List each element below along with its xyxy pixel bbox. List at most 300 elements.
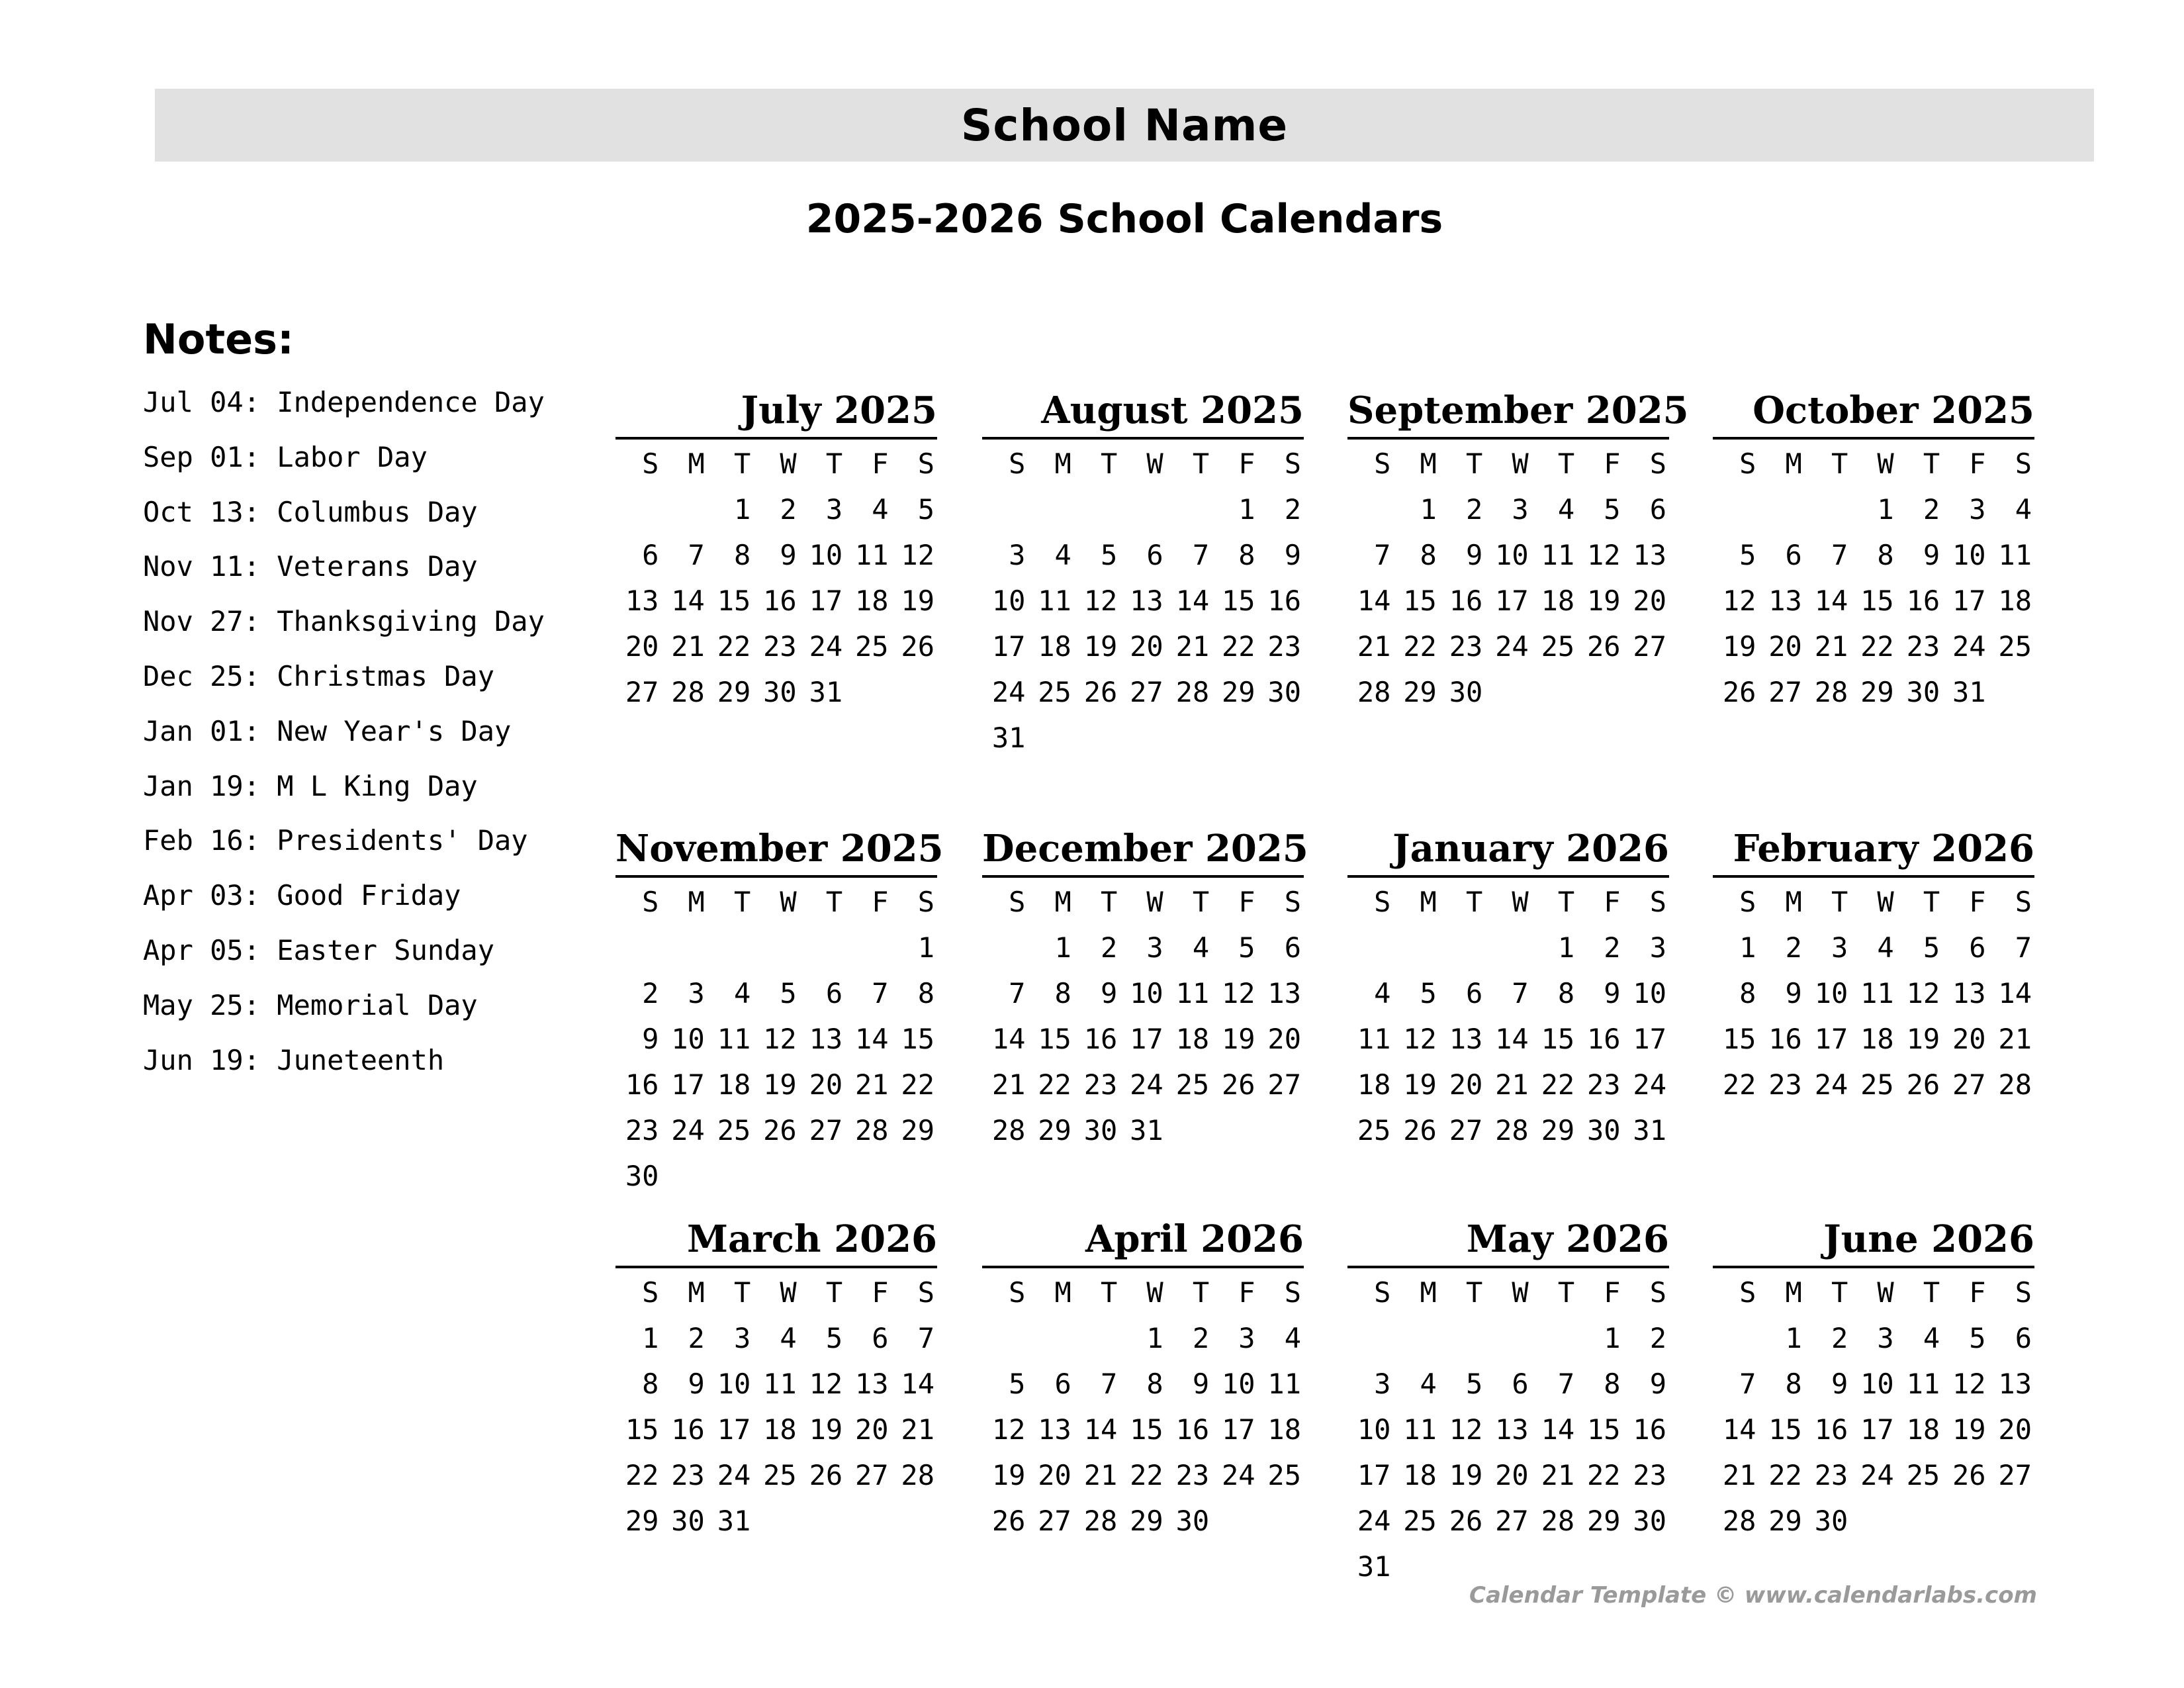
weekday-label: F xyxy=(1969,886,1986,918)
week-row xyxy=(1713,1355,2034,1401)
day-cell: 21 xyxy=(1541,1459,1575,1491)
weekday-label: F xyxy=(1238,886,1255,918)
day-cell: 10 xyxy=(1357,1413,1391,1446)
day-cell: 20 xyxy=(809,1068,843,1101)
weekday-header-row xyxy=(982,1268,1304,1309)
day-cell: 20 xyxy=(1130,630,1163,663)
day-cell: 2 xyxy=(642,977,659,1009)
weekday-label: T xyxy=(1192,886,1210,918)
day-cell: 28 xyxy=(1083,1505,1118,1537)
day-cell: 29 xyxy=(1586,1505,1621,1537)
day-cell: 20 xyxy=(625,630,659,663)
weekday-label: F xyxy=(1238,447,1255,480)
day-cell: 9 xyxy=(1604,977,1621,1009)
month-title: September 2025 xyxy=(1347,389,1689,432)
day-cell: 21 xyxy=(1083,1459,1118,1491)
day-cell: 31 xyxy=(1130,1114,1163,1147)
day-cell: 31 xyxy=(717,1505,751,1537)
day-cell: 10 xyxy=(1952,539,1986,571)
weekday-label: M xyxy=(1054,1276,1071,1309)
weekday-label: S xyxy=(1009,447,1026,480)
day-cell: 15 xyxy=(1586,1413,1621,1446)
day-cell: 1 xyxy=(1785,1322,1802,1354)
day-cell: 24 xyxy=(717,1459,751,1491)
day-cell: 26 xyxy=(809,1459,843,1491)
day-cell: 23 xyxy=(1449,630,1483,663)
day-cell: 27 xyxy=(1130,676,1163,708)
day-cell: 28 xyxy=(1175,676,1210,708)
weekday-label: S xyxy=(1009,1276,1026,1309)
day-cell: 12 xyxy=(1906,977,1940,1009)
week-row xyxy=(615,919,937,964)
day-cell: 30 xyxy=(763,676,797,708)
note-item: Apr 05: Easter Sunday xyxy=(143,933,495,966)
day-cell: 15 xyxy=(901,1023,934,1055)
week-row xyxy=(615,481,937,526)
day-cell: 31 xyxy=(809,676,843,708)
day-cell: 8 xyxy=(1146,1368,1163,1400)
weekday-label: S xyxy=(1649,447,1666,480)
weekday-label: T xyxy=(1100,886,1118,918)
day-cell: 22 xyxy=(1541,1068,1575,1101)
day-cell: 28 xyxy=(854,1114,889,1147)
weekday-header-row xyxy=(982,440,1304,481)
weekday-label: T xyxy=(733,886,751,918)
day-cell: 25 xyxy=(1403,1505,1437,1537)
note-item: Dec 25: Christmas Day xyxy=(143,659,495,692)
weekday-label: M xyxy=(1054,447,1071,480)
day-cell: 30 xyxy=(671,1505,705,1537)
day-cell: 23 xyxy=(1083,1068,1118,1101)
day-cell: 5 xyxy=(1604,493,1621,526)
day-cell: 26 xyxy=(1952,1459,1986,1491)
weekday-label: W xyxy=(1877,447,1894,480)
day-cell: 4 xyxy=(1877,931,1894,964)
day-cell: 12 xyxy=(1403,1023,1437,1055)
day-cell: 2 xyxy=(1831,1322,1848,1354)
day-cell: 13 xyxy=(1267,977,1301,1009)
week-row xyxy=(1347,1538,1669,1583)
weekday-label: F xyxy=(1604,886,1621,918)
day-cell: 8 xyxy=(1877,539,1894,571)
day-cell: 18 xyxy=(1998,585,2032,617)
day-cell: 1 xyxy=(1557,931,1575,964)
day-cell: 30 xyxy=(1267,676,1301,708)
day-cell: 13 xyxy=(809,1023,843,1055)
day-cell: 5 xyxy=(1923,931,1940,964)
day-cell: 15 xyxy=(1130,1413,1163,1446)
day-cell: 23 xyxy=(1814,1459,1848,1491)
month-title: December 2025 xyxy=(982,827,1308,870)
day-cell: 25 xyxy=(717,1114,751,1147)
day-cell: 21 xyxy=(1722,1459,1756,1491)
day-cell: 16 xyxy=(1267,585,1301,617)
weekday-header-row xyxy=(1347,1268,1669,1309)
day-cell: 9 xyxy=(688,1368,705,1400)
day-cell: 24 xyxy=(1633,1068,1666,1101)
day-cell: 5 xyxy=(1465,1368,1483,1400)
month-title: May 2026 xyxy=(1466,1217,1669,1261)
day-cell: 13 xyxy=(854,1368,889,1400)
day-cell: 29 xyxy=(717,676,751,708)
day-cell: 14 xyxy=(671,585,705,617)
week-row xyxy=(615,1102,937,1147)
week-row xyxy=(1347,1355,1669,1401)
day-cell: 17 xyxy=(1130,1023,1163,1055)
day-cell: 21 xyxy=(1357,630,1391,663)
day-cell: 25 xyxy=(1998,630,2032,663)
day-cell: 21 xyxy=(1495,1068,1529,1101)
month-calendar xyxy=(1713,385,2034,709)
day-cell: 10 xyxy=(991,585,1026,617)
day-cell: 21 xyxy=(854,1068,889,1101)
weekday-label: M xyxy=(688,447,705,480)
day-cell: 27 xyxy=(1633,630,1666,663)
weekday-header-row xyxy=(615,1268,937,1309)
day-cell: 26 xyxy=(991,1505,1026,1537)
note-item: Jun 19: Juneteenth xyxy=(143,1043,445,1076)
day-cell: 13 xyxy=(1130,585,1163,617)
day-cell: 7 xyxy=(917,1322,934,1354)
day-cell: 25 xyxy=(1267,1459,1301,1491)
weekday-label: W xyxy=(1877,1276,1894,1309)
day-cell: 18 xyxy=(1403,1459,1437,1491)
day-cell: 11 xyxy=(1541,539,1575,571)
day-cell: 30 xyxy=(1083,1114,1118,1147)
week-row xyxy=(615,1010,937,1056)
day-cell: 28 xyxy=(1495,1114,1529,1147)
day-cell: 3 xyxy=(1831,931,1848,964)
weekday-label: T xyxy=(1923,1276,1940,1309)
day-cell: 19 xyxy=(1083,630,1118,663)
day-cell: 24 xyxy=(1495,630,1529,663)
weekday-label: M xyxy=(1785,1276,1802,1309)
note-item: Apr 03: Good Friday xyxy=(143,879,461,912)
day-cell: 9 xyxy=(780,539,797,571)
day-cell: 9 xyxy=(1100,977,1118,1009)
month-title: June 2026 xyxy=(1823,1217,2034,1261)
day-cell: 9 xyxy=(1785,977,1802,1009)
day-cell: 8 xyxy=(1054,977,1071,1009)
day-cell: 7 xyxy=(1374,539,1391,571)
week-row xyxy=(1713,572,2034,618)
day-cell: 16 xyxy=(1175,1413,1210,1446)
day-cell: 30 xyxy=(625,1160,659,1192)
weekday-label: W xyxy=(1512,447,1529,480)
week-row xyxy=(1347,526,1669,572)
day-cell: 9 xyxy=(1465,539,1483,571)
month-calendar xyxy=(1347,1214,1669,1583)
day-cell: 18 xyxy=(717,1068,751,1101)
day-cell: 14 xyxy=(1357,585,1391,617)
day-cell: 12 xyxy=(1449,1413,1483,1446)
week-row xyxy=(982,1056,1304,1102)
weekday-label: M xyxy=(1420,1276,1437,1309)
day-cell: 22 xyxy=(1586,1459,1621,1491)
day-cell: 19 xyxy=(1952,1413,1986,1446)
week-row xyxy=(1347,1401,1669,1446)
day-cell: 20 xyxy=(1768,630,1802,663)
month-calendar xyxy=(615,823,944,1193)
day-cell: 12 xyxy=(809,1368,843,1400)
day-cell: 11 xyxy=(763,1368,797,1400)
day-cell: 26 xyxy=(1449,1505,1483,1537)
day-cell: 26 xyxy=(901,630,934,663)
day-cell: 29 xyxy=(1768,1505,1802,1537)
week-row xyxy=(1347,1492,1669,1538)
week-row xyxy=(1713,1056,2034,1102)
weekday-label: S xyxy=(642,447,659,480)
weekday-label: W xyxy=(780,447,797,480)
week-row xyxy=(982,481,1304,526)
weekday-label: S xyxy=(1374,1276,1391,1309)
weekday-label: S xyxy=(642,1276,659,1309)
week-row xyxy=(1713,663,2034,709)
weekday-label: W xyxy=(780,886,797,918)
weekday-label: W xyxy=(1877,886,1894,918)
day-cell: 29 xyxy=(1541,1114,1575,1147)
week-row xyxy=(982,1492,1304,1538)
weekday-label: M xyxy=(688,886,705,918)
week-row xyxy=(615,663,937,709)
day-cell: 2 xyxy=(1604,931,1621,964)
month-calendar xyxy=(982,385,1304,755)
day-cell: 14 xyxy=(854,1023,889,1055)
day-cell: 1 xyxy=(1877,493,1894,526)
day-cell: 2 xyxy=(1100,931,1118,964)
month-title: November 2025 xyxy=(615,827,944,870)
day-cell: 26 xyxy=(1722,676,1756,708)
day-cell: 22 xyxy=(625,1459,659,1491)
week-row xyxy=(615,1147,937,1193)
day-cell: 20 xyxy=(1633,585,1666,617)
day-cell: 1 xyxy=(1146,1322,1163,1354)
month-title: April 2026 xyxy=(1085,1217,1304,1261)
day-cell: 27 xyxy=(625,676,659,708)
day-cell: 23 xyxy=(763,630,797,663)
week-row xyxy=(1713,919,2034,964)
weekday-label: T xyxy=(825,1276,843,1309)
day-cell: 24 xyxy=(809,630,843,663)
week-row xyxy=(615,1056,937,1102)
day-cell: 17 xyxy=(1633,1023,1666,1055)
day-cell: 13 xyxy=(1495,1413,1529,1446)
day-cell: 8 xyxy=(733,539,751,571)
day-cell: 22 xyxy=(717,630,751,663)
day-cell: 23 xyxy=(625,1114,659,1147)
day-cell: 29 xyxy=(1221,676,1255,708)
weekday-label: S xyxy=(917,886,934,918)
day-cell: 24 xyxy=(1357,1505,1391,1537)
day-cell: 7 xyxy=(1739,1368,1756,1400)
day-cell: 22 xyxy=(1038,1068,1071,1101)
week-row xyxy=(982,1355,1304,1401)
day-cell: 16 xyxy=(1083,1023,1118,1055)
day-cell: 18 xyxy=(854,585,889,617)
week-row xyxy=(615,618,937,663)
day-cell: 14 xyxy=(1175,585,1210,617)
week-row xyxy=(615,964,937,1010)
day-cell: 3 xyxy=(1512,493,1529,526)
week-row xyxy=(615,1309,937,1355)
day-cell: 10 xyxy=(1860,1368,1894,1400)
weekday-label: M xyxy=(688,1276,705,1309)
week-row xyxy=(982,1010,1304,1056)
weekday-label: F xyxy=(872,886,889,918)
day-cell: 10 xyxy=(717,1368,751,1400)
day-cell: 15 xyxy=(1541,1023,1575,1055)
month-calendar xyxy=(982,823,1308,1147)
day-cell: 19 xyxy=(1449,1459,1483,1491)
week-row xyxy=(982,1102,1304,1147)
weekday-header-row xyxy=(982,878,1304,919)
month-calendar xyxy=(1347,823,1669,1147)
day-cell: 8 xyxy=(1785,1368,1802,1400)
day-cell: 15 xyxy=(1221,585,1255,617)
month-calendar xyxy=(615,385,937,709)
week-row xyxy=(982,964,1304,1010)
day-cell: 8 xyxy=(1739,977,1756,1009)
weekday-header-row xyxy=(1347,440,1669,481)
day-cell: 11 xyxy=(717,1023,751,1055)
day-cell: 7 xyxy=(1831,539,1848,571)
day-cell: 25 xyxy=(1038,676,1071,708)
day-cell: 8 xyxy=(1557,977,1575,1009)
day-cell: 8 xyxy=(1604,1368,1621,1400)
weekday-label: F xyxy=(1969,447,1986,480)
day-cell: 6 xyxy=(1785,539,1802,571)
day-cell: 24 xyxy=(1860,1459,1894,1491)
day-cell: 1 xyxy=(733,493,751,526)
day-cell: 27 xyxy=(1952,1068,1986,1101)
day-cell: 12 xyxy=(1083,585,1118,617)
day-cell: 3 xyxy=(733,1322,751,1354)
day-cell: 1 xyxy=(1420,493,1437,526)
weekday-label: T xyxy=(825,447,843,480)
month-title: October 2025 xyxy=(1752,389,2034,432)
school-name: School Name xyxy=(960,99,1289,151)
weekday-label: W xyxy=(1146,1276,1163,1309)
day-cell: 14 xyxy=(1998,977,2032,1009)
day-cell: 17 xyxy=(717,1413,751,1446)
day-cell: 11 xyxy=(854,539,889,571)
day-cell: 7 xyxy=(1009,977,1026,1009)
day-cell: 9 xyxy=(1192,1368,1210,1400)
week-row xyxy=(1347,663,1669,709)
day-cell: 23 xyxy=(1633,1459,1666,1491)
week-row xyxy=(1347,1010,1669,1056)
weekday-label: T xyxy=(1557,447,1575,480)
weekday-label: T xyxy=(1831,1276,1848,1309)
day-cell: 29 xyxy=(625,1505,659,1537)
day-cell: 22 xyxy=(901,1068,934,1101)
day-cell: 17 xyxy=(1357,1459,1391,1491)
day-cell: 1 xyxy=(642,1322,659,1354)
day-cell: 22 xyxy=(1768,1459,1802,1491)
day-cell: 5 xyxy=(1969,1322,1986,1354)
day-cell: 24 xyxy=(1814,1068,1848,1101)
day-cell: 4 xyxy=(2015,493,2032,526)
day-cell: 14 xyxy=(1495,1023,1529,1055)
day-cell: 5 xyxy=(825,1322,843,1354)
month-title: February 2026 xyxy=(1733,827,2034,870)
day-cell: 27 xyxy=(1449,1114,1483,1147)
day-cell: 15 xyxy=(625,1413,659,1446)
weekday-label: T xyxy=(1100,1276,1118,1309)
day-cell: 18 xyxy=(1541,585,1575,617)
day-cell: 2 xyxy=(1284,493,1301,526)
weekday-label: M xyxy=(1420,447,1437,480)
day-cell: 11 xyxy=(1403,1413,1437,1446)
weekday-label: T xyxy=(1465,447,1483,480)
weekday-label: F xyxy=(872,447,889,480)
day-cell: 18 xyxy=(1175,1023,1210,1055)
day-cell: 29 xyxy=(1130,1505,1163,1537)
day-cell: 23 xyxy=(1768,1068,1802,1101)
day-cell: 19 xyxy=(763,1068,797,1101)
day-cell: 13 xyxy=(1952,977,1986,1009)
day-cell: 17 xyxy=(1495,585,1529,617)
weekday-header-row xyxy=(1347,878,1669,919)
weekday-label: S xyxy=(1009,886,1026,918)
day-cell: 21 xyxy=(991,1068,1026,1101)
day-cell: 1 xyxy=(1739,931,1756,964)
day-cell: 4 xyxy=(1284,1322,1301,1354)
day-cell: 2 xyxy=(1192,1322,1210,1354)
month-calendar xyxy=(982,1214,1304,1538)
weekday-label: W xyxy=(1146,886,1163,918)
day-cell: 1 xyxy=(1604,1322,1621,1354)
footer-credit: Calendar Template © www.calendarlabs.com xyxy=(1469,1582,2037,1609)
weekday-label: M xyxy=(1054,886,1071,918)
day-cell: 28 xyxy=(1814,676,1848,708)
day-cell: 8 xyxy=(1238,539,1255,571)
weekday-label: T xyxy=(1831,886,1848,918)
day-cell: 6 xyxy=(825,977,843,1009)
weekday-label: S xyxy=(1284,447,1301,480)
day-cell: 22 xyxy=(1403,630,1437,663)
day-cell: 16 xyxy=(1814,1413,1848,1446)
week-row xyxy=(1713,1492,2034,1538)
day-cell: 4 xyxy=(872,493,889,526)
day-cell: 16 xyxy=(671,1413,705,1446)
day-cell: 15 xyxy=(1860,585,1894,617)
day-cell: 16 xyxy=(625,1068,659,1101)
day-cell: 17 xyxy=(809,585,843,617)
week-row xyxy=(982,919,1304,964)
weekday-header-row xyxy=(1713,1268,2034,1309)
weekday-label: T xyxy=(1465,886,1483,918)
day-cell: 10 xyxy=(671,1023,705,1055)
day-cell: 17 xyxy=(1952,585,1986,617)
day-cell: 5 xyxy=(917,493,934,526)
day-cell: 19 xyxy=(1586,585,1621,617)
day-cell: 23 xyxy=(1267,630,1301,663)
week-row xyxy=(982,572,1304,618)
day-cell: 19 xyxy=(1221,1023,1255,1055)
day-cell: 21 xyxy=(1998,1023,2032,1055)
day-cell: 30 xyxy=(1449,676,1483,708)
month-calendar xyxy=(1347,385,1689,709)
day-cell: 11 xyxy=(1267,1368,1301,1400)
day-cell: 26 xyxy=(1586,630,1621,663)
day-cell: 6 xyxy=(1465,977,1483,1009)
day-cell: 14 xyxy=(1541,1413,1575,1446)
note-item: Jul 04: Independence Day xyxy=(143,386,545,418)
day-cell: 26 xyxy=(1403,1114,1437,1147)
day-cell: 7 xyxy=(688,539,705,571)
day-cell: 25 xyxy=(763,1459,797,1491)
